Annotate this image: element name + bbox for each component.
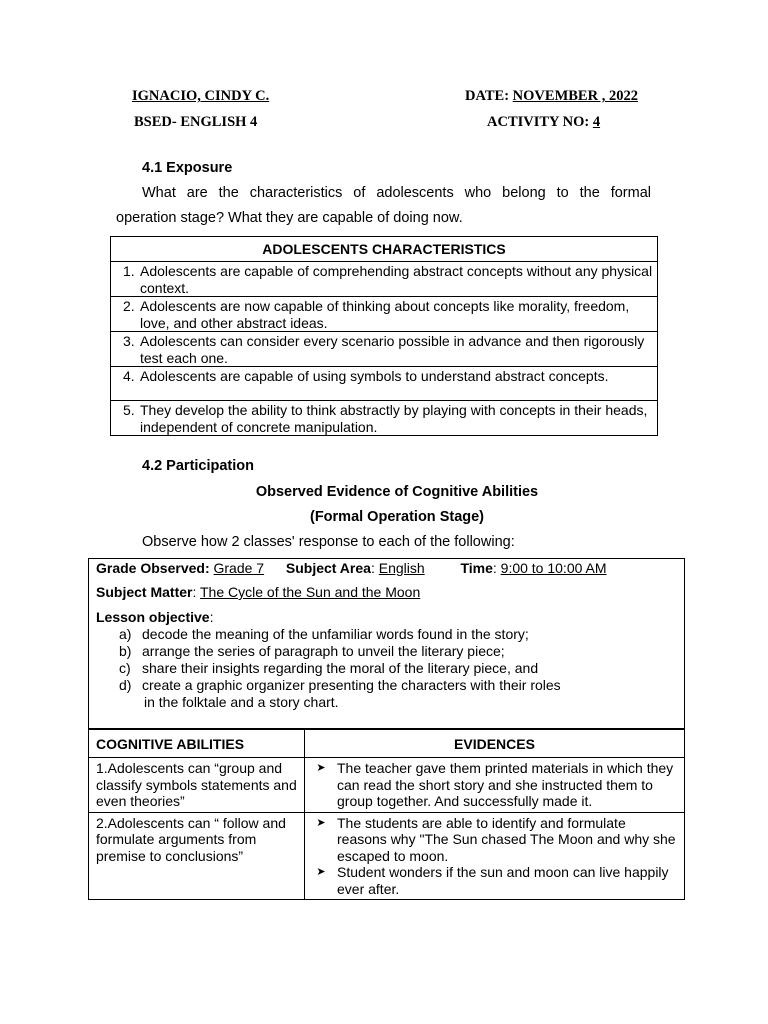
exposure-heading: 4.1 Exposure — [142, 160, 233, 176]
objective-item: b) arrange the series of paragraph to unveil the literary piece; — [119, 643, 505, 659]
evidence-text: The students are able to identify and formulate reasons why "The Sun chased The Moon and why she escaped to moon. — [337, 814, 676, 864]
table-row: 4. Adolescents are capable of using symbols to understand abstract concepts. — [111, 367, 658, 401]
table-row — [89, 758, 305, 813]
objective-continuation: in the folktale and a story chart. — [144, 694, 339, 710]
subject-area-value: English — [378, 560, 425, 576]
characteristic-text: Adolescents are capable of using symbols to understand abstract concepts. — [140, 368, 609, 384]
evidence-text: Student wonders if the sun and moon can live happily ever after. — [337, 864, 669, 897]
characteristic-text: Adolescents can consider every scenario possible in advance and then rigorously test each one. — [140, 333, 645, 366]
cognitive-abilities-table — [88, 729, 685, 900]
objective-item: a) decode the meaning of the unfamiliar words found in the story; — [119, 626, 529, 642]
participation-subtitle: (Formal Operation Stage) — [309, 509, 485, 525]
activity-number: ACTIVITY NO: 4 — [487, 114, 601, 130]
participation-title: Observed Evidence of Cognitive Abilities — [255, 484, 539, 500]
objective-item: c) share their insights regarding the moral of the literary piece, and — [119, 660, 539, 676]
course-label: BSED- ENGLISH 4 — [134, 114, 258, 130]
evidence-cell — [305, 758, 685, 813]
grade-subject-time-line: Grade Observed: Grade 7 Subject Area: English Time: 9:00 to 10:00 AM — [96, 560, 607, 576]
arrow-bullet-icon: ➤ — [316, 762, 326, 774]
lesson-info-box — [88, 558, 685, 729]
ability-text: 2.Adolescents can “ follow and formulate arguments from premise to conclusions” — [96, 814, 286, 864]
date-field: DATE: NOVEMBER , 2022 — [465, 88, 638, 104]
exposure-question-line2: operation stage? What they are capable of doing now. — [116, 210, 463, 226]
column-header-evidences: EVIDENCES — [305, 730, 685, 758]
column-header-abilities: COGNITIVE ABILITIES — [89, 730, 305, 758]
arrow-bullet-icon: ➤ — [316, 866, 326, 878]
table-row: 5. They develop the ability to think abstractly by playing with concepts in their heads, independent of concrete manipulation. — [111, 401, 658, 436]
subject-matter-value: The Cycle of the Sun and the Moon — [200, 584, 421, 600]
exposure-question-line1: What are the characteristics of adolescents who belong to the formal — [142, 185, 651, 201]
characteristic-text: Adolescents are now capable of thinking about concepts like morality, freedom, love, and other abstract ideas. — [140, 298, 630, 331]
participation-instruction: Observe how 2 classes' response to each of the following: — [142, 534, 515, 550]
grade-value: Grade 7 — [213, 560, 265, 576]
table-row: 3. Adolescents can consider every scenario possible in advance and then rigorously test each one. — [111, 332, 658, 367]
ability-text: 1.Adolescents can “group and classify symbols statements and even theories” — [96, 760, 297, 809]
table-row: 1. Adolescents are capable of comprehending abstract concepts without any physical context. — [111, 262, 658, 297]
characteristics-table — [110, 236, 658, 436]
participation-heading: 4.2 Participation — [142, 458, 255, 474]
time-value: 9:00 to 10:00 AM — [500, 560, 607, 576]
objective-item: d) create a graphic organizer presenting the characters with their roles — [119, 677, 561, 693]
characteristic-text: Adolescents are capable of comprehending abstract concepts without any physical context. — [140, 263, 653, 296]
evidence-text: The teacher gave them printed materials in which they can read the short story and she instructed them to group together. And successfully made it. — [337, 760, 674, 809]
subject-matter-line: Subject Matter: The Cycle of the Sun and the Moon — [96, 584, 421, 600]
lesson-objective-label: Lesson objective: — [96, 609, 214, 625]
student-name: IGNACIO, CINDY C. — [132, 88, 270, 104]
table-row — [89, 812, 305, 900]
characteristics-table-title: ADOLESCENTS CHARACTERISTICS — [111, 237, 658, 262]
table-row: 2. Adolescents are now capable of thinking about concepts like morality, freedom, love, and other abstract ideas. — [111, 297, 658, 332]
evidence-cell — [305, 812, 685, 900]
characteristic-text: They develop the ability to think abstractly by playing with concepts in their heads, independent of concrete manipulation. — [140, 402, 648, 435]
arrow-bullet-icon: ➤ — [316, 816, 326, 829]
